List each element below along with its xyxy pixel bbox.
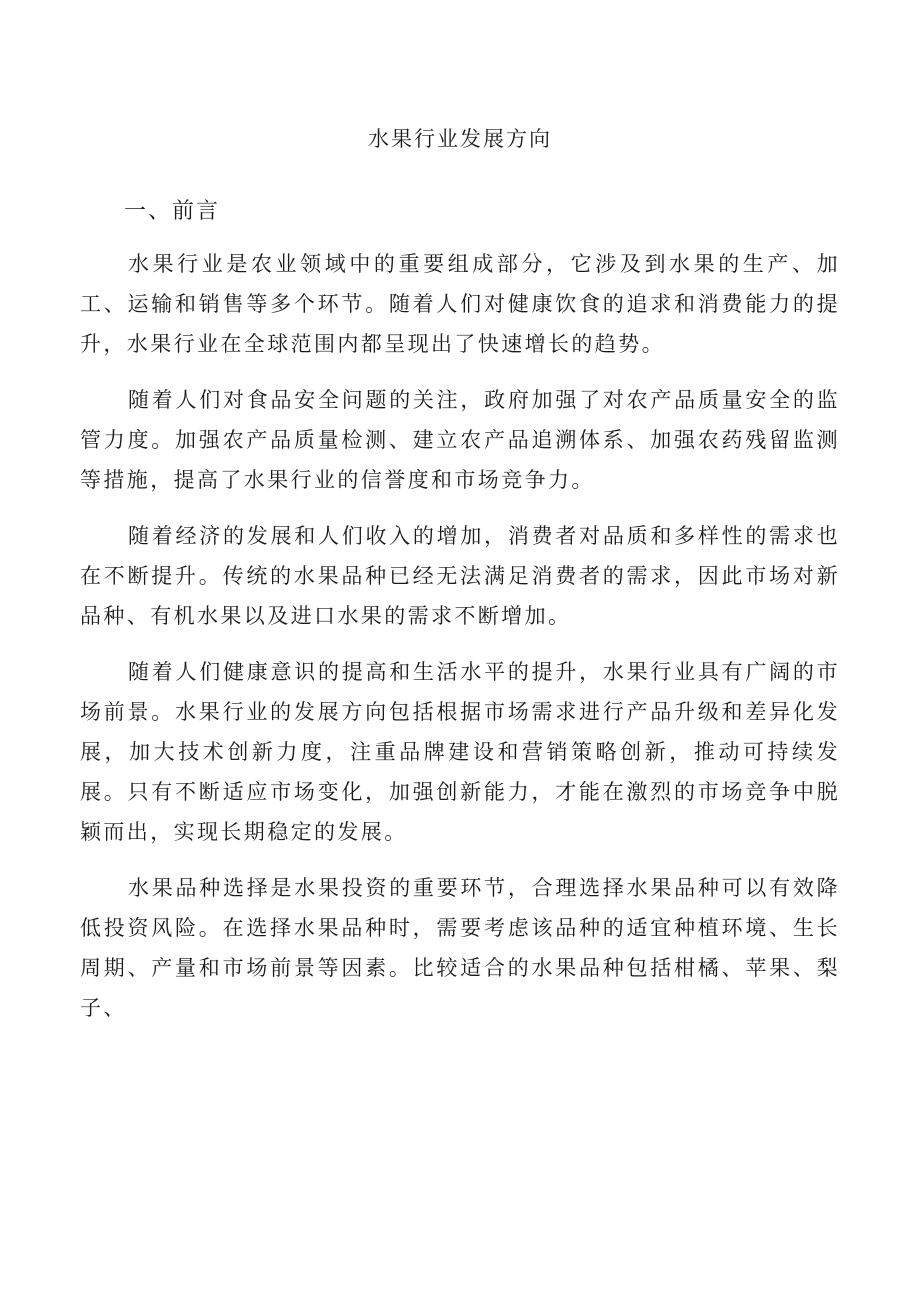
paragraph-4: 随着人们健康意识的提高和生活水平的提升，水果行业具有广阔的市场前景。水果行业的发展方向包括根据市场需求进行产品升级和差异化发展，加大技术创新力度，注重品牌建设和营销策略创新，推动可持续发展。只有不断适应市场变化，加强创新能力，才能在激烈的市场竞争中脱颖而出，实现长期稳定的发展。 [80,660,840,844]
paragraph-2: 随着人们对食品安全问题的关注，政府加强了对农产品质量安全的监管力度。加强农产品质量检测、建立农产品追溯体系、加强农药残留监测等措施，提高了水果行业的信誉度和市场竞争力。 [80,388,840,492]
paragraph-1: 水果行业是农业领域中的重要组成部分，它涉及到水果的生产、加工、运输和销售等多个环节。随着人们对健康饮食的追求和消费能力的提升，水果行业在全球范围内都呈现出了快速增长的趋势。 [80,252,840,356]
section-heading: 一、前言 [124,199,221,224]
body-text [80,244,840,1044]
document-title: 水果行业发展方向 [368,127,552,151]
paragraph-5: 水果品种选择是水果投资的重要环节，合理选择水果品种可以有效降低投资风险。在选择水果品种时，需要考虑该品种的适宜种植环境、生长周期、产量和市场前景等因素。比较适合的水果品种包括柑橘、苹果、梨子、 [80,876,840,1020]
paragraph-3: 随着经济的发展和人们收入的增加，消费者对品质和多样性的需求也在不断提升。传统的水果品种已经无法满足消费者的需求，因此市场对新品种、有机水果以及进口水果的需求不断增加。 [80,524,840,628]
